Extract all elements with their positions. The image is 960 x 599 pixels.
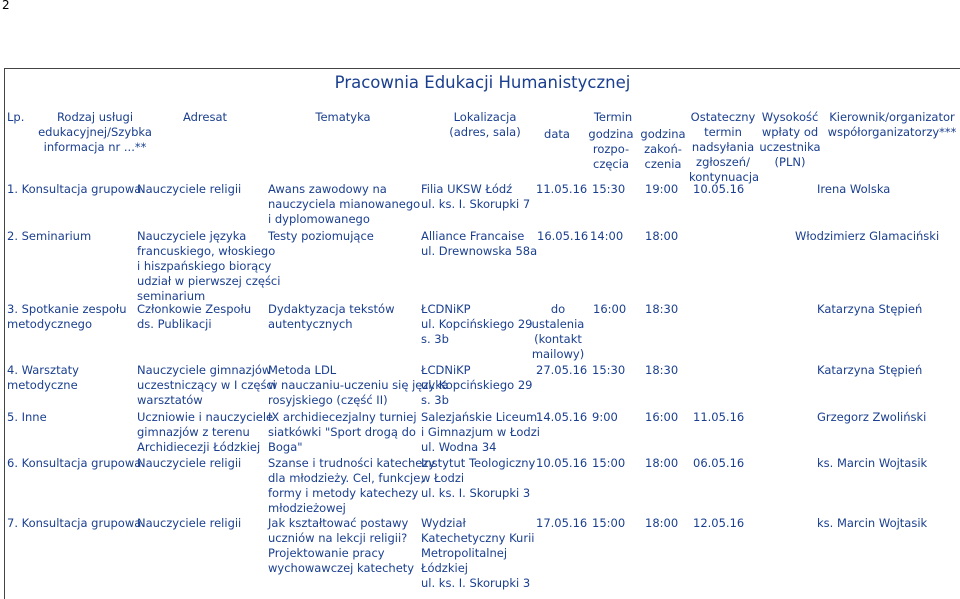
row-5-termin-zgloszen — [693, 410, 744, 425]
row-6-data — [536, 456, 587, 471]
row-2-godzina-rozpoczecia-line: 14:00 — [590, 229, 624, 243]
row-1-adresat — [137, 182, 241, 197]
row-2-lokalizacja-line: Alliance Francaise — [421, 229, 525, 243]
row-3-data-line: (kontakt — [534, 332, 582, 346]
row-6-tematyka-line: dla młodzieży. Cel, funkcje, — [268, 471, 424, 485]
header-godzina-zakonczenia-line: godzina — [640, 127, 686, 141]
header-ostateczny-termin-line: termin — [704, 125, 742, 139]
row-2-lokalizacja — [421, 229, 537, 259]
page-number: 2 — [2, 0, 10, 12]
row-5-data — [536, 410, 587, 425]
row-6-godzina-rozpoczecia-line: 15:00 — [592, 456, 626, 470]
header-godzina-zakonczenia — [635, 127, 691, 172]
row-3-tematyka-line: autentycznych — [268, 317, 353, 331]
row-4-adresat-line: warsztatów — [137, 393, 203, 407]
row-7-tematyka-line: Jak kształtować postawy — [268, 516, 409, 530]
row-5-termin-zgloszen-line: 11.05.16 — [693, 410, 745, 424]
row-5-adresat — [137, 410, 273, 455]
row-4-rodzaj-line: metodyczne — [7, 378, 78, 392]
row-5-lokalizacja-line: Salezjańskie Liceum — [421, 410, 538, 424]
row-1-tematyka-line: i dyplomowanego — [268, 212, 370, 226]
header-rodzaj-uslugi-line: Rodzaj usługi — [56, 110, 134, 124]
header-kierownik-line: współorganizatorzy*** — [827, 125, 957, 139]
header-ostateczny-termin-line: zgłoszeń/ — [696, 155, 750, 169]
row-4-kierownik-line: Katarzyna Stępień — [817, 363, 923, 377]
header-rodzaj-uslugi-line: informacja nr ...** — [43, 140, 147, 154]
row-2-adresat-line: udział w pierwszej części — [137, 274, 281, 288]
row-6-rodzaj — [7, 456, 141, 471]
header-lokalizacja-line: (adres, sala) — [449, 125, 521, 139]
header-data — [532, 127, 582, 142]
header-lokalizacja-line: Lokalizacja — [453, 110, 517, 124]
row-6-adresat-line: Nauczyciele religii — [137, 456, 242, 470]
header-ostateczny-termin — [689, 110, 760, 185]
row-4-adresat — [137, 363, 276, 408]
header-godzina-rozpoczecia-line: rozpo- — [592, 142, 630, 156]
row-6-termin-zgloszen-line: 06.05.16 — [693, 456, 745, 470]
row-3-tematyka — [268, 302, 394, 332]
row-3-lokalizacja — [421, 302, 532, 347]
row-1-tematyka — [268, 182, 420, 227]
row-7-data — [536, 516, 587, 531]
row-1-tematyka-line: Awans zawodowy na — [268, 182, 387, 196]
header-godzina-zakonczenia-line: czenia — [644, 157, 682, 171]
schedule-table — [4, 68, 960, 599]
header-termin — [538, 110, 688, 125]
row-2-kierownik — [795, 229, 939, 244]
header-tematyka-line: Tematyka — [315, 110, 371, 124]
row-6-tematyka-line: formy i metody katechezy — [268, 486, 419, 500]
row-5-tematyka — [268, 410, 417, 455]
header-godzina-zakonczenia-line: zakoń- — [644, 142, 682, 156]
row-4-godzina-zakonczenia-line: 18:30 — [645, 363, 679, 377]
row-1-godzina-rozpoczecia-line: 15:30 — [592, 182, 626, 196]
row-6-lokalizacja-line: Instytut Teologiczny — [421, 456, 536, 470]
row-3-adresat — [137, 302, 251, 332]
row-2-data-line: 16.05.16 — [537, 229, 589, 243]
row-3-adresat-line: ds. Publikacji — [137, 317, 212, 331]
row-1-lokalizacja-line: Filia UKSW Łódź — [421, 182, 513, 196]
row-5-rodzaj — [7, 410, 47, 425]
row-7-termin-zgloszen-line: 12.05.16 — [693, 516, 745, 530]
row-7-kierownik — [817, 516, 927, 531]
row-5-tematyka-line: IX archidiecezjalny turniej — [268, 410, 417, 424]
row-7-godzina-rozpoczecia-line: 15:00 — [592, 516, 626, 530]
row-7-tematyka-line: uczniów na lekcji religii? — [268, 531, 408, 545]
row-4-rodzaj-line: 4. Warsztaty — [7, 363, 79, 377]
row-4-lokalizacja-line: s. 3b — [421, 393, 449, 407]
row-1-kierownik — [817, 182, 890, 197]
row-5-godzina-rozpoczecia — [592, 410, 618, 425]
row-1-godzina-zakonczenia-line: 19:00 — [645, 182, 679, 196]
row-4-godzina-rozpoczecia-line: 15:30 — [592, 363, 626, 377]
row-2-adresat-line: i hiszpańskiego biorący — [137, 259, 272, 273]
row-7-kierownik-line: ks. Marcin Wojtasik — [817, 516, 928, 530]
row-2-godzina-rozpoczecia — [590, 229, 623, 244]
row-7-lokalizacja — [421, 516, 534, 591]
row-1-data — [536, 182, 587, 197]
row-5-adresat-line: Archidiecezji Łódzkiej — [137, 440, 261, 454]
row-2-adresat-line: Nauczyciele języka — [137, 229, 247, 243]
row-5-rodzaj-line: 5. Inne — [7, 410, 47, 424]
row-3-rodzaj-line: 3. Spotkanie zespołu — [7, 302, 127, 316]
row-6-termin-zgloszen — [693, 456, 744, 471]
row-4-tematyka-line: Metoda LDL — [268, 363, 337, 377]
row-1-lokalizacja-line: ul. ks. I. Skorupki 7 — [421, 197, 531, 211]
row-7-data-line: 17.05.16 — [536, 516, 588, 530]
row-2-lokalizacja-line: ul. Drewnowska 58a — [421, 244, 538, 258]
page-title: Pracownia Edukacji Humanistycznej — [334, 73, 631, 92]
row-3-data — [530, 302, 586, 362]
row-6-adresat — [137, 456, 241, 471]
row-7-lokalizacja-line: Metropolitalnej — [421, 546, 508, 560]
header-godzina-rozpoczecia-line: częcia — [593, 157, 629, 171]
row-7-adresat-line: Nauczyciele religii — [137, 516, 242, 530]
row-5-godzina-zakonczenia — [645, 410, 678, 425]
row-3-rodzaj — [7, 302, 127, 332]
row-6-tematyka-line: młodzieżowej — [268, 501, 346, 515]
row-6-lokalizacja — [421, 456, 535, 501]
row-5-godzina-zakonczenia-line: 16:00 — [645, 410, 679, 424]
header-adresat — [165, 110, 245, 125]
row-6-tematyka-line: Szanse i trudności katechezy — [268, 456, 436, 470]
row-5-lokalizacja-line: i Gimnazjum w Łodzi — [421, 425, 540, 439]
row-5-lokalizacja — [421, 410, 540, 455]
row-6-godzina-zakonczenia-line: 18:00 — [645, 456, 679, 470]
row-3-adresat-line: Członkowie Zespołu — [137, 302, 252, 316]
row-2-godzina-zakonczenia — [645, 229, 678, 244]
row-3-kierownik — [817, 302, 922, 317]
row-3-lokalizacja-line: ul. Kopcińskiego 29 — [421, 317, 533, 331]
header-lokalizacja — [435, 110, 535, 140]
header-ostateczny-termin-line: nadsyłania — [691, 140, 755, 154]
row-1-godzina-rozpoczecia — [592, 182, 625, 197]
row-6-lokalizacja-line: ul. ks. I. Skorupki 3 — [421, 486, 531, 500]
row-6-kierownik — [817, 456, 927, 471]
row-7-lokalizacja-line: Katechetyczny Kurii — [421, 531, 535, 545]
row-5-kierownik — [817, 410, 926, 425]
header-rodzaj-uslugi — [31, 110, 159, 155]
row-7-adresat — [137, 516, 241, 531]
row-6-rodzaj-line: 6. Konsultacja grupowa — [7, 456, 142, 470]
row-6-kierownik-line: ks. Marcin Wojtasik — [817, 456, 928, 470]
row-2-adresat-line: seminarium — [137, 289, 206, 303]
row-2-rodzaj-line: 2. Seminarium — [7, 229, 92, 243]
row-2-adresat — [137, 229, 280, 304]
row-3-godzina-rozpoczecia — [593, 302, 626, 317]
row-7-tematyka-line: wychowawczej katechety — [268, 561, 415, 575]
row-7-lokalizacja-line: Wydział — [421, 516, 466, 530]
row-1-kierownik-line: Irena Wolska — [817, 182, 891, 196]
row-2-tematyka-line: Testy poziomujące — [268, 229, 374, 243]
row-7-tematyka-line: Projektowanie pracy — [268, 546, 385, 560]
row-5-kierownik-line: Grzegorz Zwoliński — [817, 410, 927, 424]
row-3-kierownik-line: Katarzyna Stępień — [817, 302, 923, 316]
row-1-data-line: 11.05.16 — [536, 182, 588, 196]
row-1-termin-zgloszen-line: 10.05.16 — [693, 182, 745, 196]
row-3-rodzaj-line: metodycznego — [7, 317, 92, 331]
row-7-termin-zgloszen — [693, 516, 744, 531]
row-5-lokalizacja-line: ul. Wodna 34 — [421, 440, 497, 454]
row-4-godzina-rozpoczecia — [592, 363, 625, 378]
row-7-godzina-zakonczenia — [645, 516, 678, 531]
row-4-adresat-line: uczestniczący w I części — [137, 378, 276, 392]
row-2-tematyka — [268, 229, 374, 244]
row-5-adresat-line: Uczniowie i nauczyciele — [137, 410, 274, 424]
row-6-godzina-zakonczenia — [645, 456, 678, 471]
row-3-data-line: ustalenia — [531, 317, 585, 331]
row-4-data-line: 27.05.16 — [536, 363, 588, 377]
row-7-tematyka — [268, 516, 414, 576]
row-1-rodzaj — [7, 182, 141, 197]
row-7-lokalizacja-line: ul. ks. I. Skorupki 3 — [421, 576, 531, 590]
row-7-lokalizacja-line: Łódzkiej — [421, 561, 468, 575]
row-7-godzina-zakonczenia-line: 18:00 — [645, 516, 679, 530]
header-wysokosc-wplaty-line: uczestnika — [759, 140, 821, 154]
header-kierownik — [823, 110, 960, 140]
row-2-kierownik-line: Włodzimierz Glamaciński — [795, 229, 940, 243]
header-wysokosc-wplaty-line: (PLN) — [774, 155, 806, 169]
row-1-adresat-line: Nauczyciele religii — [137, 182, 242, 196]
row-4-godzina-zakonczenia — [645, 363, 678, 378]
header-lp-line: Lp. — [7, 110, 25, 124]
row-4-tematyka-line: w nauczaniu-uczeniu się języka — [268, 378, 449, 392]
row-4-lokalizacja-line: ul. Kopcińskiego 29 — [421, 378, 533, 392]
row-7-rodzaj-line: 7. Konsultacja grupowa — [7, 516, 142, 530]
row-3-data-line: do — [550, 302, 566, 316]
row-4-data — [536, 363, 587, 378]
row-5-tematyka-line: siatkówki "Sport drogą do — [268, 425, 416, 439]
row-2-adresat-line: francuskiego, włoskiego — [137, 244, 276, 258]
row-5-adresat-line: gimnazjów z terenu — [137, 425, 250, 439]
row-6-lokalizacja-line: w Łodzi — [421, 471, 465, 485]
row-4-tematyka-line: rosyjskiego (część II) — [268, 393, 388, 407]
row-7-rodzaj — [7, 516, 141, 531]
header-tematyka — [293, 110, 393, 125]
header-wysokosc-wplaty-line: Wysokość — [761, 110, 819, 124]
row-6-data-line: 10.05.16 — [536, 456, 588, 470]
row-6-godzina-rozpoczecia — [592, 456, 625, 471]
header-ostateczny-termin-line: Ostateczny — [690, 110, 756, 124]
header-wysokosc-wplaty — [757, 110, 823, 170]
row-3-tematyka-line: Dydaktyzacja tekstów — [268, 302, 395, 316]
row-4-kierownik — [817, 363, 922, 378]
row-2-data — [537, 229, 588, 244]
header-kierownik-line: Kierownik/organizator — [829, 110, 955, 124]
row-1-tematyka-line: nauczyciela mianowanego — [268, 197, 421, 211]
row-3-lokalizacja-line: ŁCDNiKP — [421, 302, 471, 316]
row-4-lokalizacja-line: ŁCDNiKP — [421, 363, 471, 377]
header-lp — [7, 110, 24, 125]
header-adresat-line: Adresat — [182, 110, 228, 124]
header-godzina-rozpoczecia — [583, 127, 639, 172]
row-1-godzina-zakonczenia — [645, 182, 678, 197]
row-3-godzina-rozpoczecia-line: 16:00 — [593, 302, 627, 316]
row-3-godzina-zakonczenia-line: 18:30 — [645, 302, 679, 316]
row-1-rodzaj-line: 1. Konsultacja grupowa — [7, 182, 142, 196]
row-5-data-line: 14.05.16 — [536, 410, 588, 424]
header-termin-line: Termin — [593, 110, 633, 124]
row-7-godzina-rozpoczecia — [592, 516, 625, 531]
row-5-godzina-rozpoczecia-line: 9:00 — [592, 410, 618, 424]
row-4-rodzaj — [7, 363, 79, 393]
header-rodzaj-uslugi-line: edukacyjnej/Szybka — [38, 125, 152, 139]
row-1-lokalizacja — [421, 182, 530, 212]
row-6-tematyka — [268, 456, 435, 516]
row-4-lokalizacja — [421, 363, 532, 408]
row-3-lokalizacja-line: s. 3b — [421, 332, 449, 346]
row-4-adresat-line: Nauczyciele gimnazjów — [137, 363, 272, 377]
row-3-data-line: mailowy) — [531, 347, 585, 361]
row-1-termin-zgloszen — [693, 182, 744, 197]
header-data-line: data — [544, 127, 570, 141]
header-wysokosc-wplaty-line: wpłaty od — [761, 125, 819, 139]
row-2-rodzaj — [7, 229, 91, 244]
row-3-godzina-zakonczenia — [645, 302, 678, 317]
row-2-godzina-zakonczenia-line: 18:00 — [645, 229, 679, 243]
header-ostateczny-termin-line: kontynuacja — [689, 170, 760, 184]
header-godzina-rozpoczecia-line: godzina — [588, 127, 634, 141]
row-5-tematyka-line: Boga" — [268, 440, 303, 454]
